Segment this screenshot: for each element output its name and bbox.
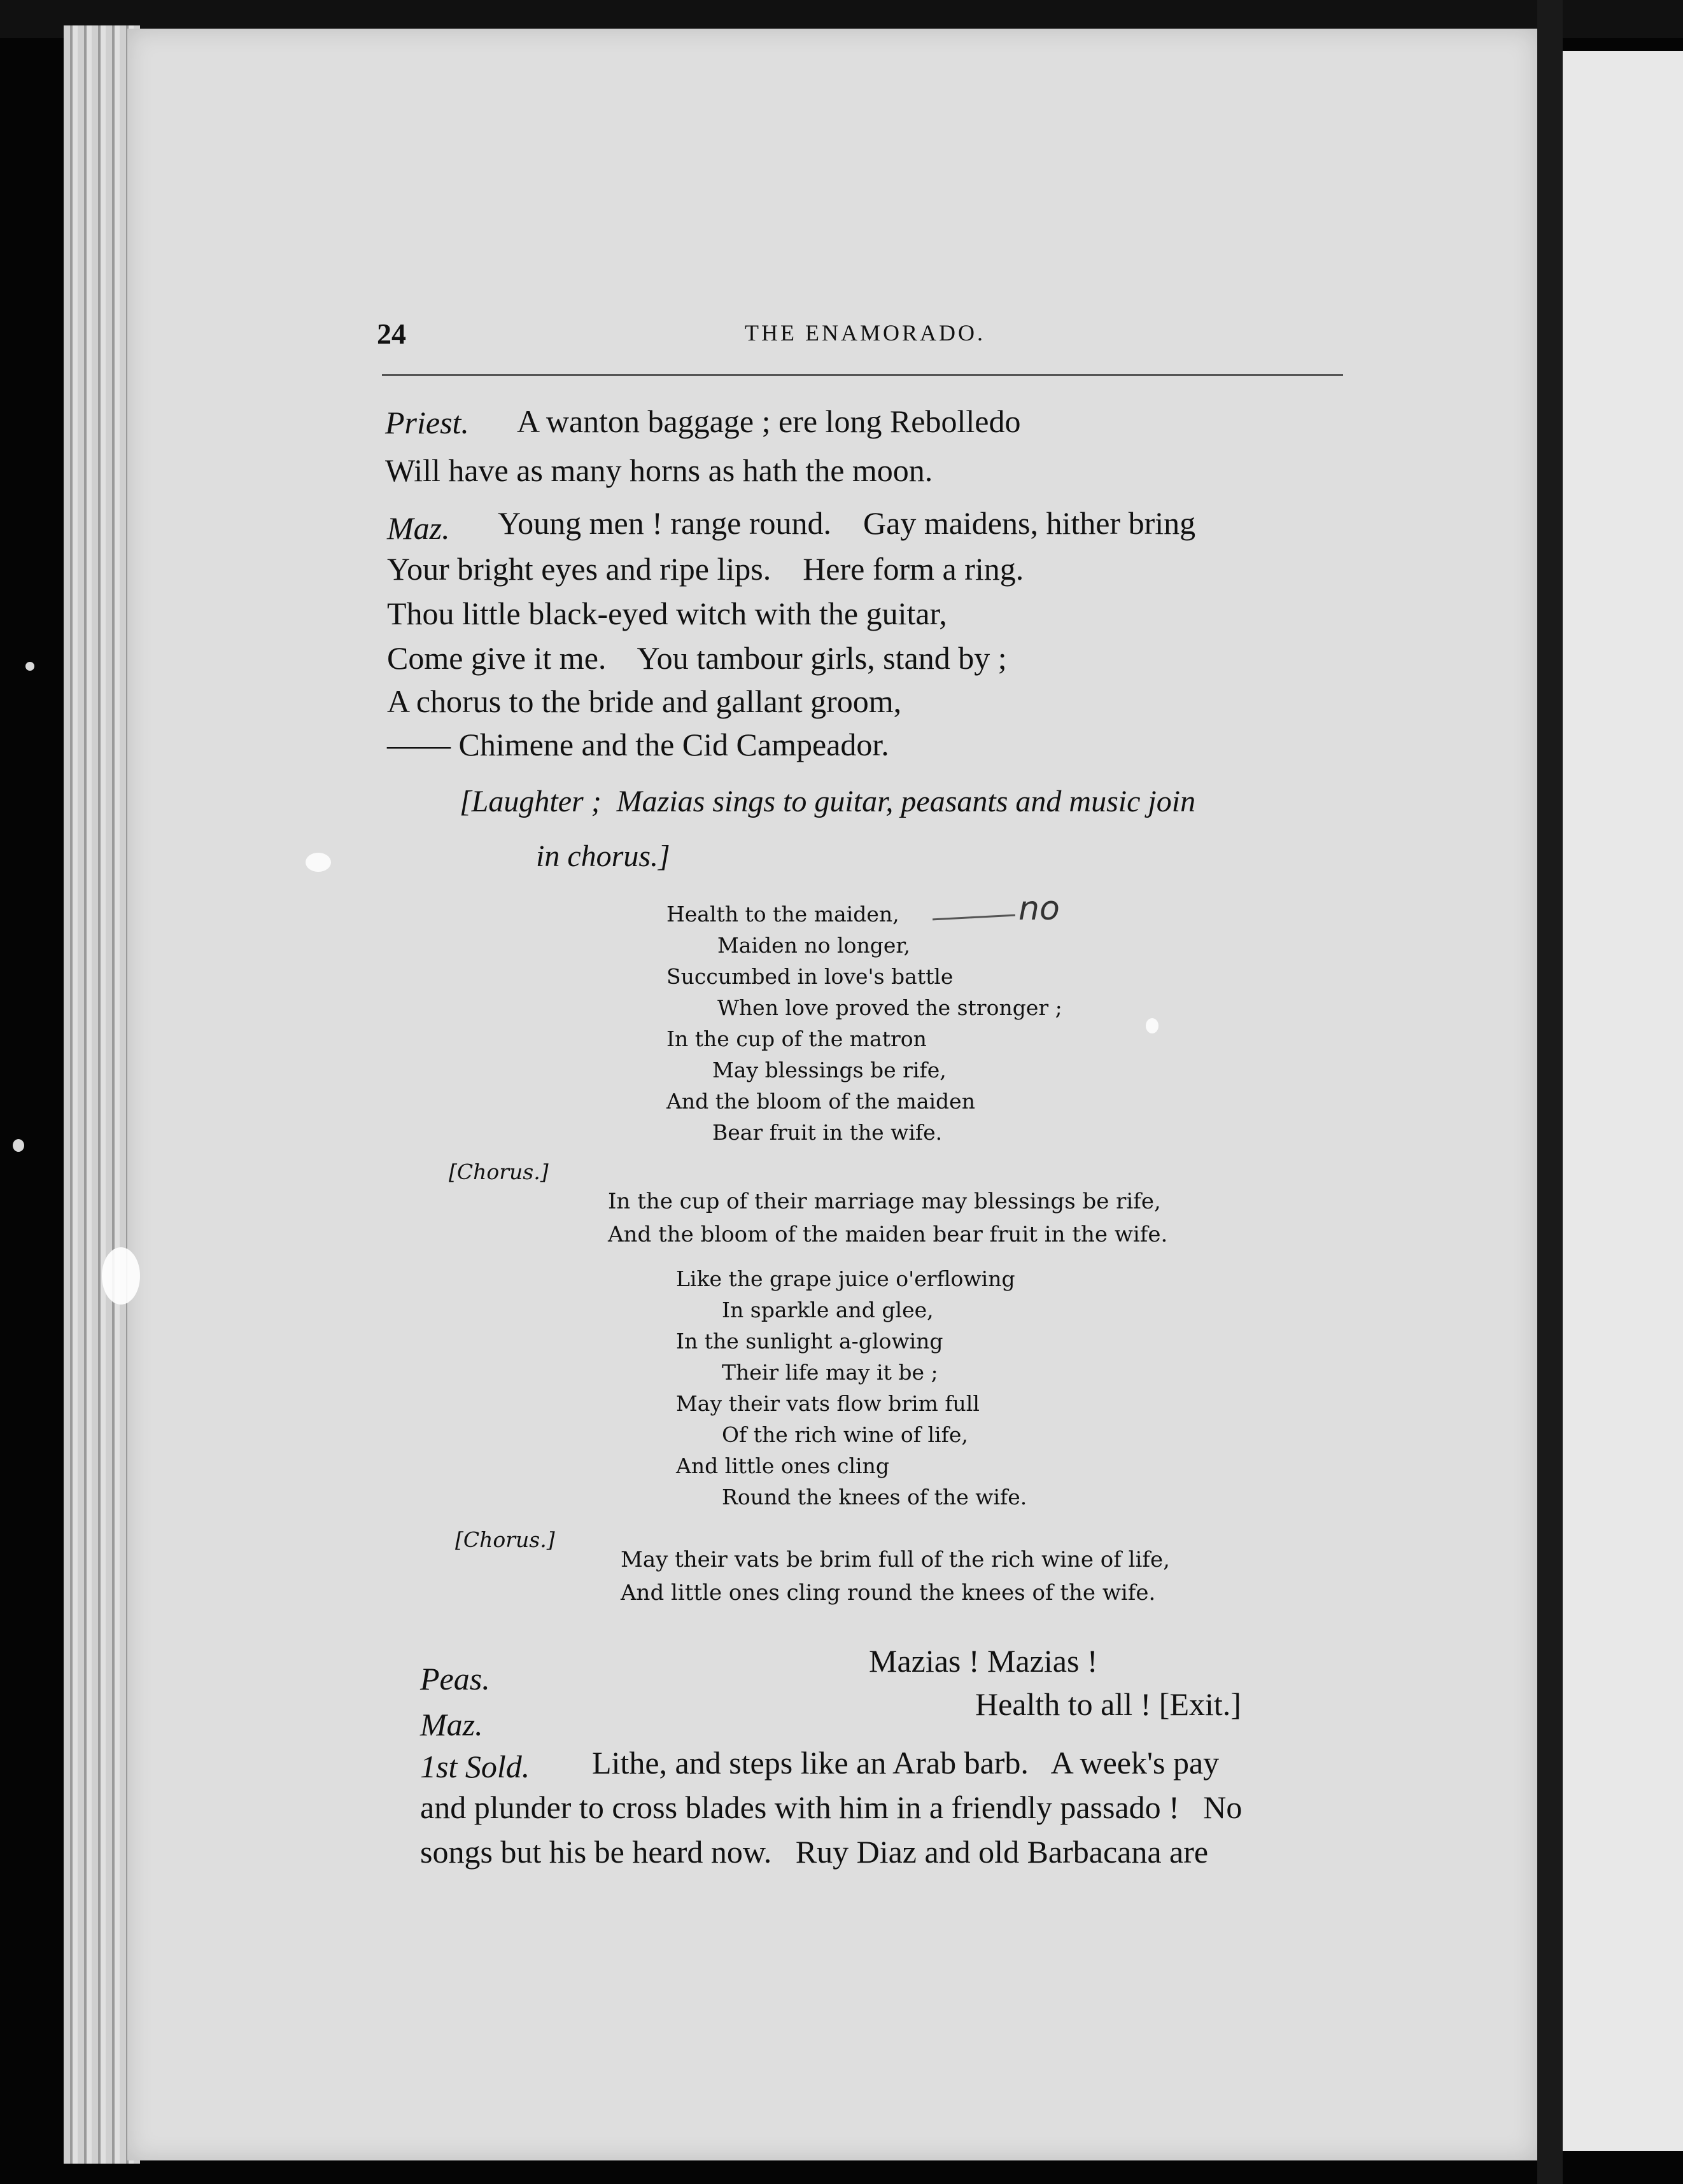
verse-line: Mazias ! Mazias !	[869, 1643, 1098, 1679]
chorus-label: [Chorus.]	[455, 1527, 555, 1552]
song-stanza	[666, 899, 1062, 1148]
song-line: Round the knees of the wife.	[722, 1485, 1027, 1509]
scan-artifact	[306, 853, 331, 872]
speaker-priest: Priest.	[385, 405, 469, 440]
song-line: May blessings be rife,	[712, 1058, 947, 1082]
song-line: When love proved the stronger ;	[717, 995, 1062, 1020]
verse-line: Young men ! range round. Gay maidens, hither bring	[498, 505, 1196, 541]
chorus-line: And the bloom of the maiden bear fruit in the wife.	[608, 1222, 1168, 1247]
prose-line: songs but his be heard now. Ruy Diaz and old Barbacana are	[420, 1834, 1209, 1870]
chorus-line: And little ones cling round the knees of the wife.	[621, 1580, 1156, 1606]
song-line: In the sunlight a-glowing	[676, 1329, 943, 1354]
song-line: In sparkle and glee,	[722, 1298, 934, 1322]
stage-direction: [Laughter ; Mazias sings to guitar, peasants and music join	[460, 785, 1196, 818]
song-stanza	[676, 1263, 1027, 1513]
page-number: 24	[377, 318, 406, 350]
scan-artifact	[102, 1247, 140, 1305]
prose-line: Lithe, and steps like an Arab barb. A week's pay	[592, 1745, 1220, 1781]
song-line: And the bloom of the maiden	[666, 1089, 975, 1114]
running-title: THE ENAMORADO.	[745, 320, 985, 346]
speaker-soldier: 1st Sold.	[420, 1749, 530, 1784]
scan-artifact	[13, 1139, 24, 1152]
verse-line: A chorus to the bride and gallant groom,	[387, 683, 902, 719]
handwritten-annotation: no	[1018, 890, 1060, 928]
header-rule	[382, 374, 1343, 376]
song-line: May their vats flow brim full	[676, 1391, 980, 1416]
song-line: Of the rich wine of life,	[722, 1422, 968, 1447]
song-line: Their life may it be ;	[722, 1360, 938, 1385]
chorus-label: [Chorus.]	[449, 1159, 549, 1184]
chorus-line: In the cup of their marriage may blessings be rife,	[608, 1189, 1161, 1214]
song-line: And little ones cling	[676, 1453, 889, 1478]
verse-line: Will have as many horns as hath the moon.	[385, 452, 933, 488]
verse-line: Health to all ! [Exit.]	[975, 1686, 1241, 1722]
song-line: Health to the maiden,	[666, 902, 899, 927]
song-line: Bear fruit in the wife.	[712, 1120, 943, 1145]
chorus-block	[608, 1185, 1167, 1251]
verse-line: Your bright eyes and ripe lips. Here form a ring.	[387, 551, 1024, 587]
scan-artifact	[1146, 1018, 1158, 1033]
scan-artifact	[25, 662, 34, 671]
verse-line: —— Chimene and the Cid Campeador.	[387, 727, 889, 762]
chorus-block	[621, 1543, 1170, 1609]
verse-line: Come give it me. You tambour girls, stand by ;	[387, 640, 1007, 676]
speaker-maz: Maz.	[387, 510, 450, 546]
song-line: In the cup of the matron	[666, 1026, 927, 1051]
speaker-peas: Peas.	[420, 1661, 490, 1697]
chorus-line: May their vats be brim full of the rich wine of life,	[621, 1547, 1170, 1572]
stage-direction: in chorus.]	[536, 839, 670, 873]
verse-line: A wanton baggage ; ere long Rebolledo	[517, 403, 1021, 439]
verse-line: Thou little black-eyed witch with the guitar,	[387, 596, 947, 631]
prose-line: and plunder to cross blades with him in a friendly passado ! No	[420, 1789, 1243, 1825]
song-line: Like the grape juice o'erflowing	[676, 1266, 1015, 1291]
song-line: Maiden no longer,	[717, 933, 910, 958]
speaker-maz: Maz.	[420, 1707, 483, 1742]
song-line: Succumbed in love's battle	[666, 964, 954, 989]
